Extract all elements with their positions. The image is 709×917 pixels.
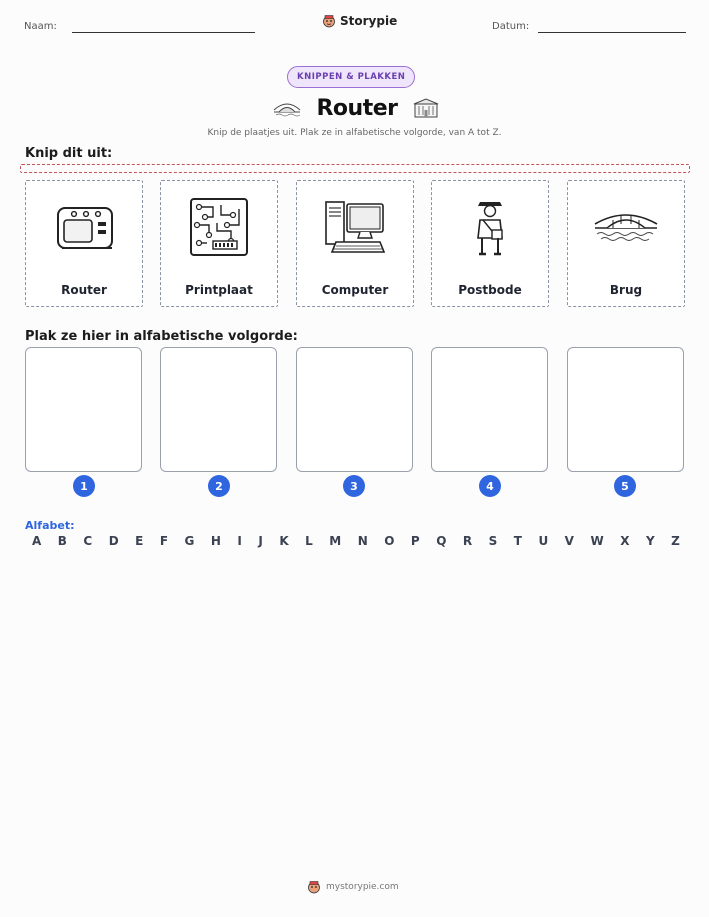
alphabet-letter: B xyxy=(57,534,67,548)
cut-line xyxy=(20,164,690,173)
cut-card-label: Brug xyxy=(609,283,643,297)
paste-slot-3[interactable] xyxy=(296,347,413,472)
alphabet-letter: C xyxy=(83,534,93,548)
alphabet-letter: R xyxy=(462,534,473,548)
alphabet-letter: M xyxy=(329,534,342,548)
alphabet-letter: A xyxy=(32,534,42,548)
alphabet-letter: H xyxy=(210,534,221,548)
paste-slot-2[interactable] xyxy=(160,347,277,472)
alphabet-letter: Z xyxy=(671,534,680,548)
alphabet-letter: G xyxy=(184,534,195,548)
alphabet-letter: S xyxy=(488,534,498,548)
alphabet-letter: O xyxy=(384,534,395,548)
building-icon xyxy=(412,97,440,119)
cut-card-postbode[interactable] xyxy=(431,180,549,307)
circuit-board-icon xyxy=(187,195,251,259)
instructions: Knip de plaatjes uit. Plak ze in alfabetische volgorde, van A tot Z. xyxy=(207,128,502,138)
alphabet-letter: N xyxy=(357,534,368,548)
bridge-icon xyxy=(272,98,302,118)
postman-icon xyxy=(470,194,510,260)
slot-number-3: 3 xyxy=(343,475,365,497)
cut-card-label: Computer xyxy=(321,283,389,297)
footer xyxy=(307,880,399,894)
alphabet-letter: W xyxy=(590,534,604,548)
cut-card-computer[interactable] xyxy=(296,180,414,307)
date-line[interactable] xyxy=(538,32,686,33)
bridge-icon xyxy=(591,202,661,252)
date-label: Datum: xyxy=(492,21,530,32)
cut-card-label: Router xyxy=(61,283,107,297)
alphabet-letter: T xyxy=(513,534,522,548)
name-label: Naam: xyxy=(24,21,57,32)
alphabet-letter: Q xyxy=(436,534,447,548)
activity-badge: KNIPPEN & PLAKKEN xyxy=(287,66,415,88)
cut-card-label: Postbode xyxy=(458,283,522,297)
alphabet-heading: Alfabet: xyxy=(25,519,75,532)
footer-site[interactable]: mystorypie.com xyxy=(326,882,399,892)
paste-slot-4[interactable] xyxy=(431,347,548,472)
cut-card-brug[interactable] xyxy=(567,180,685,307)
storypie-mascot-icon xyxy=(322,14,336,28)
paste-slot-1[interactable] xyxy=(25,347,142,472)
computer-icon xyxy=(322,196,388,258)
brand-name: Storypie xyxy=(340,14,398,28)
alphabet-letter: K xyxy=(279,534,289,548)
alphabet-letter: P xyxy=(410,534,420,548)
alphabet-letter: L xyxy=(305,534,313,548)
alphabet-letter: Y xyxy=(645,534,655,548)
storypie-mascot-icon xyxy=(307,880,321,894)
paste-heading: Plak ze hier in alfabetische volgorde: xyxy=(25,329,298,344)
alphabet-letter: F xyxy=(159,534,169,548)
name-line[interactable] xyxy=(72,32,255,33)
brand-logo xyxy=(322,14,397,28)
alphabet-letter: J xyxy=(258,534,263,548)
slot-number-2: 2 xyxy=(208,475,230,497)
cut-card-printplaat[interactable] xyxy=(160,180,278,307)
alphabet-letter: D xyxy=(108,534,119,548)
slot-number-4: 4 xyxy=(479,475,501,497)
alphabet-letter: E xyxy=(135,534,144,548)
alphabet-letter: U xyxy=(538,534,549,548)
slot-number-1: 1 xyxy=(73,475,95,497)
router-icon xyxy=(52,198,116,256)
alphabet-letter: X xyxy=(620,534,630,548)
paste-slot-5[interactable] xyxy=(567,347,684,472)
cut-heading: Knip dit uit: xyxy=(25,146,113,161)
alphabet-letter: I xyxy=(237,534,242,548)
alphabet-letter: V xyxy=(564,534,574,548)
slot-number-5: 5 xyxy=(614,475,636,497)
cut-card-router[interactable] xyxy=(25,180,143,307)
alphabet-row xyxy=(32,534,680,548)
cut-card-label: Printplaat xyxy=(185,283,253,297)
page-title: Router xyxy=(316,95,398,121)
title-row xyxy=(266,94,446,122)
